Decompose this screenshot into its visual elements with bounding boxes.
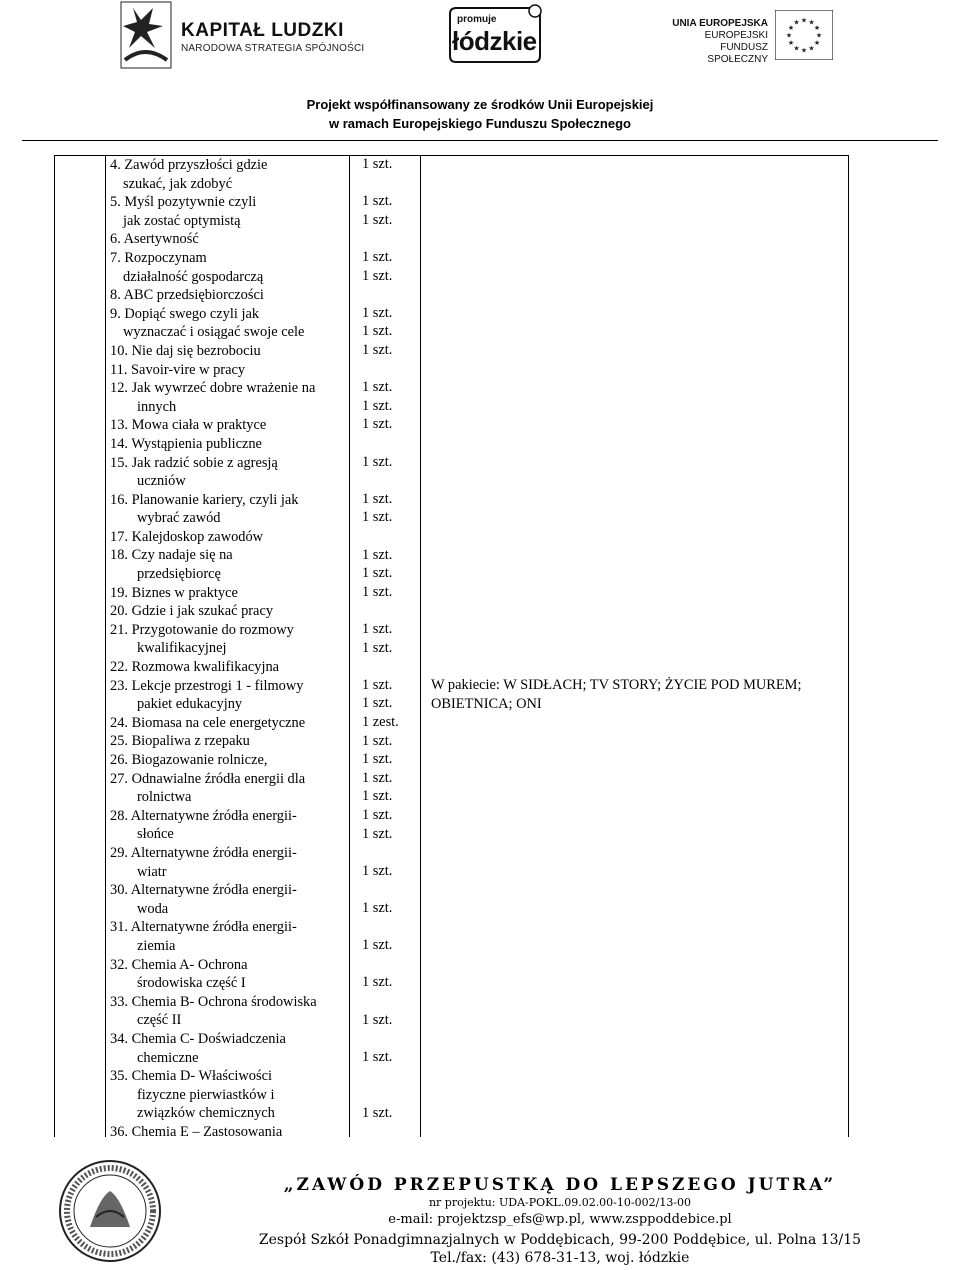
quantity-cell: 1 szt.: [362, 453, 393, 470]
title-line: 5. Myśl pozytywnie czyli: [110, 194, 257, 211]
title-line: pakiet edukacyjny: [137, 696, 243, 713]
quantity-cell: 1 szt.: [362, 267, 393, 284]
title-line: 33. Chemia B- Ochrona środowiska: [110, 993, 317, 1010]
quantity-cell: 1 szt.: [362, 416, 393, 433]
title-line: ziemia: [137, 937, 176, 954]
quantity-cell: 1 szt.: [362, 900, 393, 916]
title-line: 15. Jak radzić sobie z agresją: [110, 454, 278, 471]
eu-logo: [668, 4, 928, 68]
quantity-cell: 1 szt.: [362, 825, 393, 842]
quantity-cell: 1 szt.: [362, 732, 393, 749]
title-line: 22. Rozmowa kwalifikacyjna: [110, 659, 280, 676]
title-line: fizyczne pierwiastków i: [137, 1086, 275, 1103]
quantity-cell: 1 szt.: [362, 565, 393, 582]
eu-star-icon: ★: [793, 18, 800, 27]
quantity-cell: 1 szt.: [362, 676, 393, 693]
item-title-list: [110, 156, 350, 1141]
quantity-cell: 1 szt.: [362, 211, 393, 228]
title-line: 7. Rozpoczynam: [110, 249, 207, 266]
quantity-cell: 1 szt.: [362, 937, 393, 954]
title-line: szukać, jak zdobyć: [123, 175, 233, 192]
title-line: przedsiębiorcę: [137, 566, 221, 583]
quantity-cell: 1 szt.: [362, 193, 393, 210]
eu-star-icon: ★: [815, 31, 823, 40]
title-line: 10. Nie daj się bezrobociu: [110, 342, 261, 359]
kapital-ludzki-subtitle: NARODOWA STRATEGIA SPÓJNOŚCI: [181, 43, 365, 54]
title-line: woda: [137, 900, 169, 917]
quantity-cell: 1 szt.: [362, 788, 393, 805]
footer-slogan: „ZAWÓD PRZEPUSTKĄ DO LEPSZEGO JUTRA”: [283, 1175, 837, 1195]
title-line: słońce: [137, 826, 174, 843]
quantity-cell: 1 szt.: [362, 583, 393, 600]
quantity-cell: 1 szt.: [362, 807, 393, 823]
title-line: 36. Chemia E – Zastosowania: [110, 1123, 283, 1140]
kapital-ludzki-logo: [115, 0, 365, 72]
quantity-cell: 1 szt.: [362, 156, 393, 172]
eu-star-icon: ★: [808, 44, 815, 53]
title-line: środowiska część I: [137, 975, 246, 992]
title-line: 17. Kalejdoskop zawodów: [110, 528, 264, 545]
title-line: 23. Lekcje przestrogi 1 - filmowy: [110, 677, 304, 694]
title-line: wiatr: [137, 863, 167, 880]
title-line: 14. Wystąpienia publiczne: [110, 435, 262, 452]
header-divider: [22, 140, 938, 141]
eu-star-icon: ★: [787, 39, 795, 47]
quantity-cell: 1 szt.: [362, 621, 393, 637]
quantity-cell: 1 szt.: [362, 490, 393, 507]
quantity-cell: 1 szt.: [362, 304, 393, 321]
title-line: część II: [137, 1012, 182, 1029]
title-line: 16. Planowanie kariery, czyli jak: [110, 491, 299, 508]
quantity-cell: 1 szt.: [362, 1011, 393, 1028]
project-cofinanced-line: Projekt współfinansowany ze środków Unii Europejskiej: [306, 97, 654, 112]
eu-star-icon: ★: [800, 16, 808, 25]
footer-address: Zespół Szkół Ponadgimnazjalnych w Poddębicach, 99-200 Poddębice, ul. Polna 13/15: [258, 1232, 862, 1248]
quantity-cell: 1 szt.: [362, 249, 393, 265]
title-line: 30. Alternatywne źródła energii-: [110, 882, 297, 899]
title-line: związków chemicznych: [137, 1105, 275, 1122]
title-line: 24. Biomasa na cele energetyczne: [110, 714, 306, 731]
footer-project-number: nr projektu: UDA-POKL.09.02.00-10-002/13-00: [428, 1196, 692, 1209]
promuje-label: promuje: [457, 14, 497, 25]
title-line: 19. Biznes w praktyce: [110, 584, 238, 601]
table-column-number: [54, 155, 106, 1137]
quantity-cell: 1 szt.: [362, 379, 393, 396]
kapital-ludzki-emblem-icon: [115, 0, 177, 72]
title-line: rolnictwa: [137, 789, 192, 806]
eu-star-icon: ★: [793, 44, 800, 53]
title-line: 29. Alternatywne źródła energii-: [110, 844, 297, 861]
footer-contact: e-mail: projektzsp_efs@wp.pl, www.zsppoddebice.pl: [388, 1212, 732, 1227]
quantity-cell: 1 szt.: [362, 751, 393, 768]
title-line: 27. Odnawialne źródła energii dla: [110, 770, 306, 787]
title-line: 26. Biogazowanie rolnicze,: [110, 752, 268, 768]
eu-text: [668, 18, 768, 66]
package-note: W pakiecie: W SIDŁACH; TV STORY; ŻYCIE POD MUREM; OBIETNICA; ONI: [431, 677, 802, 712]
eu-star-icon: ★: [785, 31, 793, 40]
table-column-notes: [420, 155, 849, 1137]
kapital-ludzki-title: KAPITAŁ LUDZKI: [181, 20, 344, 41]
quantity-cell: 1 szt.: [362, 862, 393, 879]
project-fund-line: w ramach Europejskiego Funduszu Społecznego: [329, 116, 631, 131]
title-line: 6. Asertywność: [110, 231, 199, 248]
title-line: 20. Gdzie i jak szukać pracy: [110, 603, 274, 620]
eu-star-icon: ★: [787, 24, 795, 32]
title-line: 31. Alternatywne źródła energii-: [110, 919, 297, 936]
quantity-cell: 1 szt.: [362, 509, 393, 526]
quantity-cell: 1 szt.: [362, 974, 393, 991]
title-line: uczniów: [137, 473, 186, 490]
title-line: 32. Chemia A- Ochrona: [110, 956, 248, 973]
title-line: wyznaczać i osiągać swoje cele: [123, 324, 305, 341]
quantity-cell: 1 szt.: [362, 546, 393, 563]
title-line: chemiczne: [137, 1049, 199, 1066]
eu-star-icon: ★: [813, 24, 821, 32]
footer-phone: Tel./fax: (43) 678-31-13, woj. łódzkie: [430, 1250, 690, 1266]
title-line: 25. Biopaliwa z rzepaku: [110, 733, 250, 750]
title-line: wybrać zawód: [137, 510, 221, 527]
title-line: 12. Jak wywrzeć dobre wrażenie na: [110, 380, 316, 397]
quantity-cell: 1 szt.: [362, 323, 393, 340]
eu-line-3: FUNDUSZ SPOŁECZNY: [707, 42, 768, 65]
title-line: 18. Czy nadaje się na: [110, 547, 233, 564]
school-seal-icon: [56, 1157, 164, 1265]
quantity-cell: 1 szt.: [362, 342, 393, 358]
eu-star-icon: ★: [813, 39, 821, 47]
title-line: 11. Savoir-vire w pracy: [110, 361, 246, 378]
title-line: kwalifikacyjnej: [137, 640, 227, 657]
quantity-cell: 1 szt.: [362, 1048, 393, 1065]
title-line: 34. Chemia C- Doświadczenia: [110, 1030, 286, 1047]
title-line: 9. Dopiąć swego czyli jak: [110, 305, 260, 322]
quantity-cell: 1 szt.: [362, 397, 393, 414]
title-line: 4. Zawód przyszłości gdzie: [110, 157, 268, 173]
eu-line-1: UNIA EUROPEJSKA: [672, 18, 768, 29]
quantity-cell: 1 zest.: [362, 714, 399, 730]
title-line: jak zostać optymistą: [123, 212, 241, 229]
title-line: 13. Mowa ciała w praktyce: [110, 417, 267, 434]
title-line: działalność gospodarczą: [123, 268, 264, 285]
quantity-cell: 1 szt.: [362, 639, 393, 656]
eu-flag-icon: [775, 10, 833, 60]
promuje-lodzkie-logo: [448, 4, 548, 64]
quantity-cell: 1 szt.: [362, 695, 393, 712]
eu-star-icon: ★: [800, 46, 808, 55]
title-line: 28. Alternatywne źródła energii-: [110, 807, 297, 824]
eu-line-2: EUROPEJSKI: [704, 30, 768, 41]
title-line: innych: [137, 398, 177, 415]
title-line: 8. ABC przedsiębiorczości: [110, 287, 264, 304]
eu-star-icon: ★: [808, 18, 815, 27]
title-line: 21. Przygotowanie do rozmowy: [110, 621, 294, 638]
quantity-cell: 1 szt.: [362, 1104, 393, 1121]
quantity-cell: 1 szt.: [362, 769, 393, 786]
lodzkie-label: łódzkie: [452, 26, 537, 56]
title-line: 35. Chemia D- Właściwości: [110, 1068, 272, 1085]
